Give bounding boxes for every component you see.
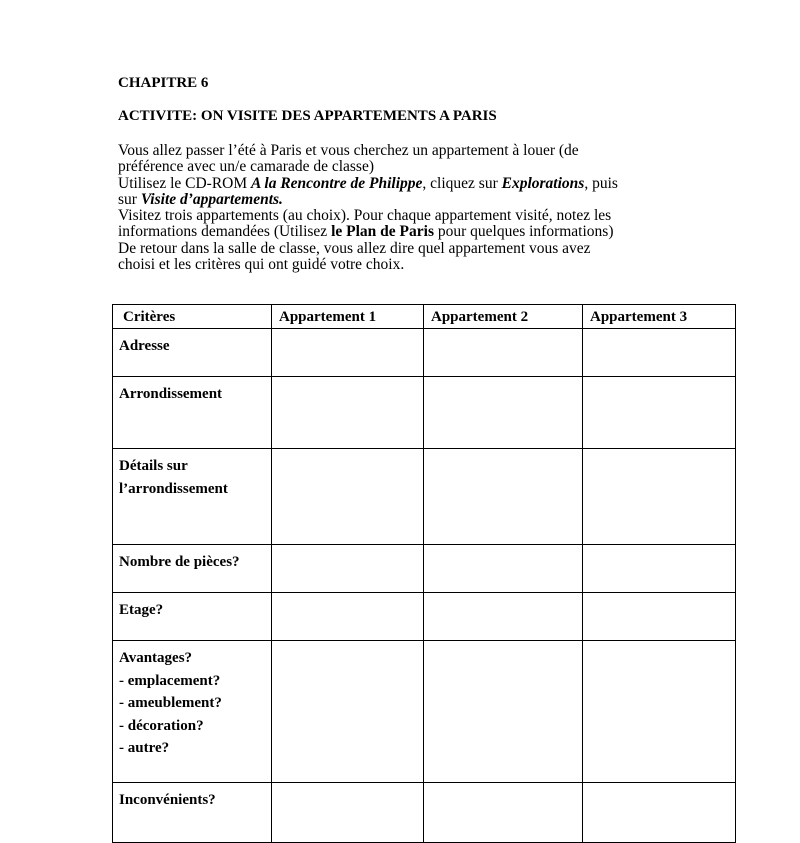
criterion-label: Nombre de pièces? bbox=[113, 545, 272, 593]
table-row bbox=[113, 377, 736, 449]
answer-cell[interactable] bbox=[272, 545, 424, 593]
answer-cell[interactable] bbox=[583, 545, 736, 593]
instructions-line: préférence avec un/e camarade de classe) bbox=[118, 158, 374, 176]
answer-cell[interactable] bbox=[583, 783, 736, 843]
table-row bbox=[113, 593, 736, 641]
answer-cell[interactable] bbox=[272, 641, 424, 783]
column-header-appartement-1: Appartement 1 bbox=[272, 305, 424, 329]
instructions-line: Utilisez le CD-ROM A la Rencontre de Philippe, cliquez sur Explorations, puis bbox=[118, 174, 618, 192]
answer-cell[interactable] bbox=[424, 593, 583, 641]
criterion-label: Etage? bbox=[113, 593, 272, 641]
answer-cell[interactable] bbox=[424, 449, 583, 545]
explorations-term: Explorations bbox=[501, 174, 585, 192]
answer-cell[interactable] bbox=[424, 329, 583, 377]
chapter-heading: CHAPITRE 6 bbox=[118, 75, 209, 91]
table-row bbox=[113, 329, 736, 377]
table-row bbox=[113, 545, 736, 593]
column-header-appartement-2: Appartement 2 bbox=[424, 305, 583, 329]
instructions-paragraph bbox=[118, 143, 698, 273]
instructions-line: Visitez trois appartements (au choix). Pour chaque appartement visité, notez les bbox=[118, 207, 612, 225]
column-header-appartement-3: Appartement 3 bbox=[583, 305, 736, 329]
answer-cell[interactable] bbox=[272, 593, 424, 641]
criterion-label: Inconvénients? bbox=[113, 783, 272, 843]
answer-cell[interactable] bbox=[583, 329, 736, 377]
table-row bbox=[113, 641, 736, 783]
cdrom-title: A la Rencontre de Philippe bbox=[251, 174, 423, 192]
answer-cell[interactable] bbox=[424, 377, 583, 449]
instructions-line: De retour dans la salle de classe, vous allez dire quel appartement vous avez bbox=[118, 239, 591, 257]
criteria-table bbox=[112, 304, 736, 843]
instructions-line: choisi et les critères qui ont guidé votre choix. bbox=[118, 256, 405, 274]
answer-cell[interactable] bbox=[583, 449, 736, 545]
criterion-label: Adresse bbox=[113, 329, 272, 377]
answer-cell[interactable] bbox=[424, 545, 583, 593]
answer-cell[interactable] bbox=[424, 641, 583, 783]
plan-de-paris-term: le Plan de Paris bbox=[331, 223, 434, 241]
answer-cell[interactable] bbox=[583, 593, 736, 641]
visite-term: Visite d’appartements. bbox=[140, 190, 283, 208]
table-row bbox=[113, 449, 736, 545]
instructions-line: sur Visite d’appartements. bbox=[118, 190, 283, 208]
criterion-label: Avantages? - emplacement? - ameublement? - décoration? - autre? bbox=[113, 641, 272, 783]
activity-title: ACTIVITE: ON VISITE DES APPARTEMENTS A PARIS bbox=[118, 108, 497, 124]
column-header-criteres: Critères bbox=[113, 305, 272, 329]
instructions-line: informations demandées (Utilisez le Plan de Paris pour quelques informations) bbox=[118, 223, 614, 241]
criterion-label: Arrondissement bbox=[113, 377, 272, 449]
answer-cell[interactable] bbox=[272, 783, 424, 843]
answer-cell[interactable] bbox=[583, 377, 736, 449]
table-row bbox=[113, 783, 736, 843]
instructions-line: Vous allez passer l’été à Paris et vous cherchez un appartement à louer (de bbox=[118, 142, 579, 159]
criterion-label: Détails sur l’arrondissement bbox=[113, 449, 272, 545]
answer-cell[interactable] bbox=[272, 449, 424, 545]
answer-cell[interactable] bbox=[272, 329, 424, 377]
answer-cell[interactable] bbox=[583, 641, 736, 783]
table-header-row bbox=[113, 305, 736, 329]
answer-cell[interactable] bbox=[424, 783, 583, 843]
answer-cell[interactable] bbox=[272, 377, 424, 449]
